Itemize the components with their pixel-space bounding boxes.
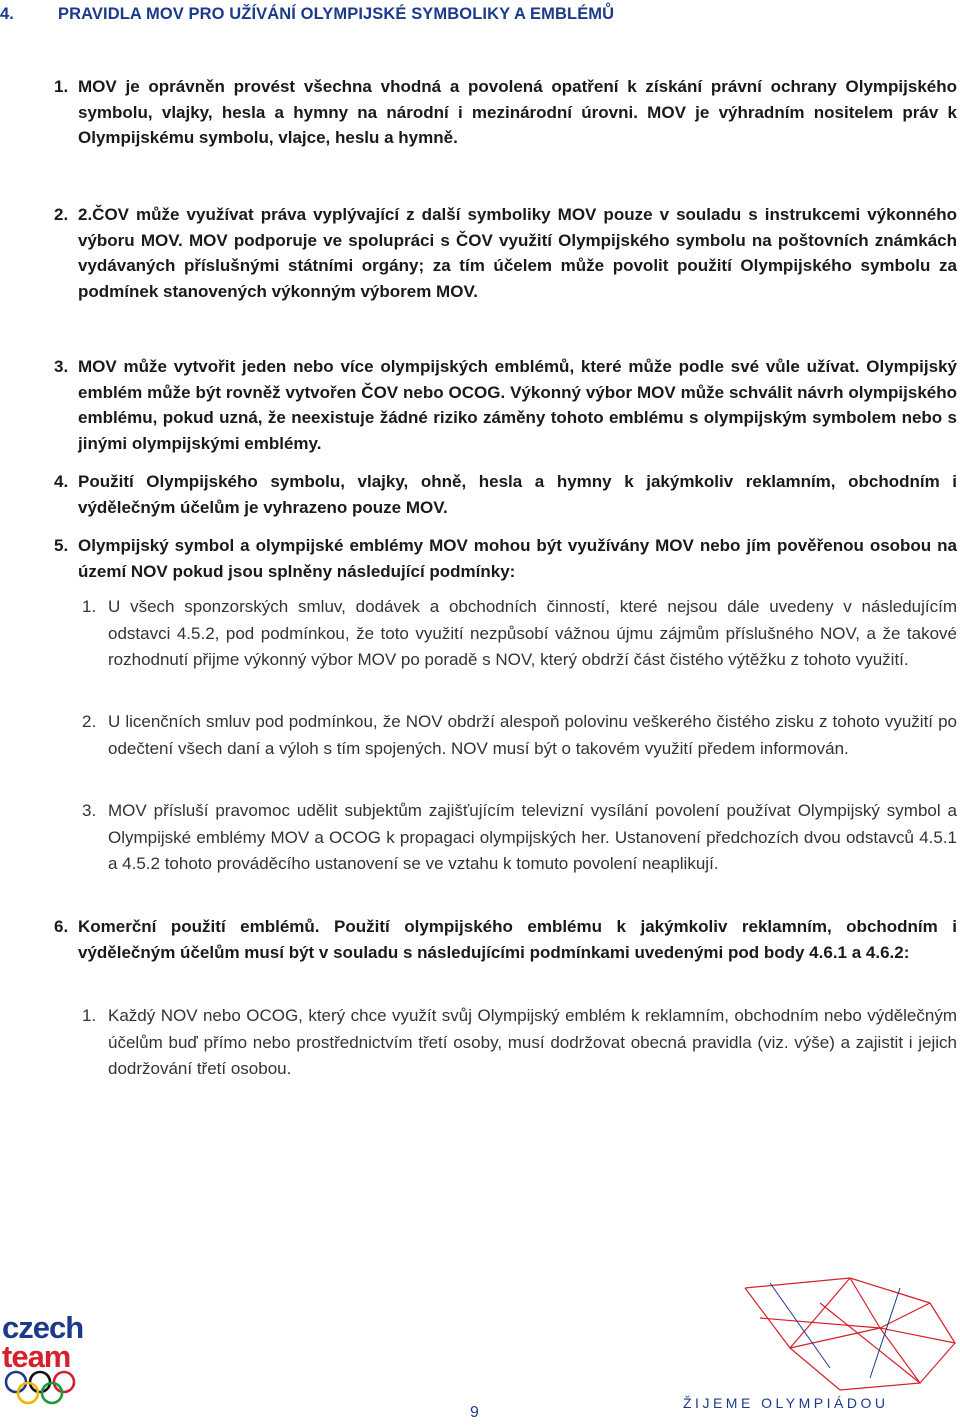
- paragraph-number: 3.: [54, 357, 69, 376]
- subitem-5-2: [82, 709, 957, 762]
- paragraph-number: 6.: [54, 917, 69, 936]
- paragraph-2: [54, 202, 957, 304]
- section-number: 4.: [0, 5, 14, 23]
- subitem-number: 1.: [82, 1006, 97, 1025]
- paragraph-6: [54, 914, 957, 965]
- paragraph-text: Komerční použití emblémů. Použití olympijského emblému k jakýmkoliv reklamním, obchodním i výdělečným účelům musí být v souladu s následujícími podmínkami uvedenými pod body 4.6.1 a 4.6.2:: [78, 917, 957, 962]
- decorative-line-pattern: [730, 1268, 960, 1398]
- subitem-6-1: [82, 1003, 957, 1083]
- subitem-text: U licenčních smluv pod podmínkou, že NOV obdrží alespoň polovinu veškerého čistého zisku z tohoto využití po odečtení všech daní a výloh s tím spojených. NOV musí být o takovém využití předem informován.: [108, 712, 957, 758]
- subitem-text: U všech sponzorských smluv, dodávek a obchodních činností, které nejsou dále uvedeny v následujícím odstavci 4.5.2, pod podmínkou, že toto využití nezpůsobí vážnou újmu zájmům příslušného NOV, a že takové rozhodnutí přijme výkonný výbor MOV po poradě s NOV, který obdrží část čistého výtěžku z tohoto využití.: [108, 597, 957, 669]
- page-number: 9: [470, 1404, 479, 1421]
- paragraph-number: 2.: [54, 205, 69, 224]
- paragraph-number: 4.: [54, 472, 69, 491]
- paragraph-text: MOV může vytvořit jeden nebo více olympijských emblémů, které může podle své vůle užívat. Olympijský emblém může být rovněž vytvořen ČOV nebo OCOG. Výkonný výbor MOV může schválit návrh olympijského emblému, pokud uzná, že neexistuje žádné riziko záměny tohoto emblému s olympijským symbolem nebo s jinými olympijskými emblémy.: [78, 357, 957, 453]
- czech-team-logo: [2, 1308, 102, 1408]
- czech-team-logo-graphic: [2, 1308, 102, 1408]
- logo-word-team: team: [2, 1339, 71, 1374]
- paragraph-3: [54, 354, 957, 456]
- tagline: ŽIJEME OLYMPIÁDOU: [683, 1395, 889, 1411]
- paragraph-text: MOV je oprávněn provést všechna vhodná a povolená opatření k získání právní ochrany Olympijského symbolu, vlajky, hesla a hymny na národní i mezinárodní úrovni. MOV je výhradním nositelem práv k Olympijskému symbolu, vlajce, heslu a hymně.: [78, 77, 957, 147]
- logo-word-czech: czech: [2, 1310, 84, 1345]
- subitem-number: 2.: [82, 712, 97, 731]
- subitem-text: MOV přísluší pravomoc udělit subjektům zajišťujícím televizní vysílání povolení používat Olympijský symbol a Olympijské emblémy MOV a OCOG k propagaci olympijských her. Ustanovení předchozích dvou odstavců 4.5.1 a 4.5.2 tohoto prováděcího ustanovení se ve vztahu k tomuto povolení neaplikují.: [108, 801, 957, 873]
- paragraph-4: [54, 469, 957, 520]
- paragraph-number: 1.: [54, 77, 69, 96]
- olympic-rings-icon: [6, 1372, 74, 1403]
- subitem-number: 3.: [82, 801, 97, 820]
- paragraph-text: 2.ČOV může využívat práva vyplývající z další symboliky MOV pouze v souladu s instrukcemi výkonného výboru MOV. MOV podporuje ve spolupráci s ČOV využití Olympijského symbolu na poštovních známkách vydávaných příslušnými státními orgány; za tím účelem může povolit použití Olympijského symbolu za podmínek stanovených výkonným výborem MOV.: [78, 205, 957, 301]
- paragraph-text: Použití Olympijského symbolu, vlajky, ohně, hesla a hymny k jakýmkoliv reklamním, obchodním i výdělečným účelům je vyhrazeno pouze MOV.: [78, 472, 957, 517]
- paragraph-1: [54, 74, 957, 151]
- section-title: PRAVIDLA MOV PRO UŽÍVÁNÍ OLYMPIJSKÉ SYMBOLIKY A EMBLÉMŮ: [58, 5, 615, 23]
- paragraph-text: Olympijský symbol a olympijské emblémy MOV mohou být využívány MOV nebo jím pověřenou osobou na území NOV pokud jsou splněny následující podmínky:: [78, 536, 957, 581]
- subitem-5-3: [82, 798, 957, 878]
- section-heading: [0, 5, 940, 24]
- paragraph-number: 5.: [54, 536, 69, 555]
- subitem-text: Každý NOV nebo OCOG, který chce využít svůj Olympijský emblém k reklamním, obchodním nebo výdělečným účelům buď přímo nebo prostřednictvím třetí osoby, musí dodržovat obecná pravidla (viz. výše) a zajistit i jejich dodržování třetí osobou.: [108, 1006, 957, 1078]
- subitem-number: 1.: [82, 597, 97, 616]
- paragraph-5: [54, 533, 957, 584]
- subitem-5-1: [82, 594, 957, 674]
